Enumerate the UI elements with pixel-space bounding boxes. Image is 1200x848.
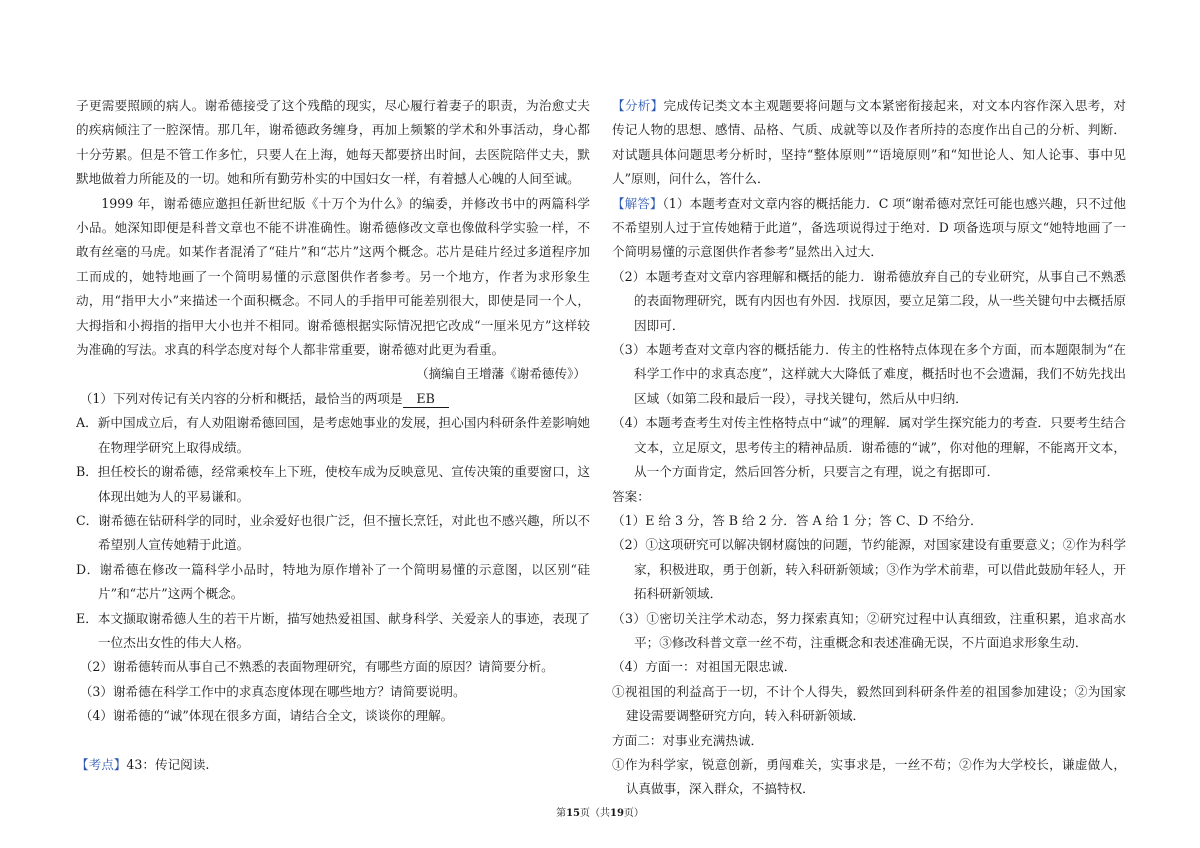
footer-page-number: 15	[566, 808, 580, 819]
option-c: C．谢希德在钻研科学的同时，业余爱好也很广泛，但不擅长烹饪，对此也不感兴趣，所以不希望别人宣传她精于此道。	[76, 512, 590, 553]
answer-2: （2）①这项研究可以解决钢材腐蚀的问题，节约能源，对国家建设有重要意义；②作为科学家，积极进取，勇于创新，转入科研新领域；③作为学术前辈，可以借此鼓励年轻人，开拓科研新领域．	[612, 537, 1126, 602]
answer-4-detail-2: ①作为科学家，锐意创新，勇闯难关，实事求是，一丝不苟；②作为大学校长，谦虚做人，认真做事，深入群众，不搞特权．	[612, 756, 1126, 797]
footer-suffix: 页）	[623, 808, 644, 819]
question-1-text: （1）下列对传记有关内容的分析和概括，最恰当的两项是	[79, 390, 403, 406]
jieda-4: （4）本题考查考生对传主性格特点中“诚”的理解．属对学生探究能力的考查．只要考生结合文本，立足原文，思考传主的精神品质．谢希德的“诚”，你对他的理解，不能离开文本，从一个方面肯定，然后回答分析，只要言之有理，说之有据即可．	[612, 415, 1126, 480]
left-column	[76, 94, 590, 777]
question-2: （2）谢希德转而从事自己不熟悉的表面物理研究，有哪些方面的原因？请简要分析。	[79, 659, 554, 675]
answer-label: 答案：	[612, 488, 650, 504]
footer-mid: 页（共	[580, 808, 610, 819]
jieda-tag: 【解答】	[612, 195, 663, 211]
jieda-2: （2）本题考查对文章内容理解和概括的能力．谢希德放弃自己的专业研究，从事自己不熟悉的表面物理研究，既有内因也有外因．找原因，要立足第二段，从一些关键句中去概括原因即可．	[612, 268, 1126, 333]
option-e: E．本文撷取谢希德人生的若干片断，描写她热爱祖国、献身科学、关爱亲人的事迹，表现了一位杰出女性的伟大人格。	[76, 610, 590, 650]
question-4: （4）谢希德的“诚”体现在很多方面，请结合全文，谈谈你的理解。	[79, 708, 454, 724]
kaodian-section	[76, 753, 590, 777]
question-3: （3）谢希德在科学工作中的求真态度体现在哪些地方？请简要说明。	[79, 683, 466, 699]
answer-1: （1）E 给 3 分，答 B 给 2 分．答 A 给 1 分；答 C、D 不给分．	[612, 512, 983, 528]
option-b: B．担任校长的谢希德，经常乘校车上下班，使校车成为反映意见、宣传决策的重要窗口，这体现出她为人的平易谦和。	[76, 464, 590, 504]
kaodian-tag: 【考点】	[76, 756, 127, 772]
kaodian-text: 43：传记阅读.	[126, 756, 210, 772]
right-column	[612, 94, 1126, 802]
jieda-3: （3）本题考查对文章内容的概括能力．传主的性格特点体现在多个方面，而本题限制为“在科学工作中的求真态度”，这样就大大降低了难度，概括时也不会遗漏，我们不妨先找出区域（如第二段和最后一段），寻找关键句，然后从中归纳．	[612, 342, 1126, 406]
spacer	[76, 729, 590, 753]
fenxi-text: 完成传记类文本主观题要将问题与文本紧密衔接起来，对文本内容作深入思考，对传记人物的思想、感情、品格、气质、成就等以及作者所持的态度作出自己的分析、判断．对试题具体问题思考分析时，坚持“整体原则”“语境原则”和“知世论人、知人论事、事中见人”原则，问什么，答什么．	[612, 98, 1127, 187]
answer-4-heading-1: （4）方面一：对祖国无限忠诚．	[612, 659, 797, 675]
source-citation: （摘编自王增藩《谢希德传》）	[415, 366, 586, 382]
question-1	[76, 387, 590, 411]
footer-total-pages: 19	[610, 808, 624, 819]
answer-4-heading-2: 方面二：对事业充满热诚．	[612, 732, 764, 748]
option-d: D．谢希德在修改一篇科学小品时，特地为原作增补了一个简明易懂的示意图，以区别“硅片”和“芯片”这两个概念。	[76, 561, 590, 602]
page-footer	[0, 804, 1200, 819]
jieda-1-text: （1）本题考查对文章内容的概括能力．C 项“谢希德对烹饪可能也感兴趣，只不过他不希望别人过于宣传她精于此道”，备选项说得过于绝对．D 项备选项与原文“她特地画了一个简明易懂的示意图供作者参考”显然出入过大．	[612, 195, 1127, 260]
footer-prefix: 第	[556, 808, 567, 819]
answer-4-detail-1: ①视祖国的利益高于一切，不计个人得失，毅然回到科研条件差的祖国参加建设；②为国家建设需要调整研究方向，转入科研新领域．	[612, 683, 1126, 724]
fenxi-tag: 【分析】	[612, 98, 664, 113]
intro-paragraph: 子更需要照顾的病人。谢希德接受了这个残酷的现实，尽心履行着妻子的职责，为治愈丈夫的疾病倾注了一腔深情。那几年，谢希德政务缠身，再加上频繁的学术和外事活动，身心都十分劳累。但是不管工作多忙，只要人在上海，她每天都要挤出时间，去医院陪伴丈夫，默默地做着力所能及的一切。她和所有勤劳朴实的中国妇女一样，有着撼人心魄的人间至诚。	[76, 98, 590, 187]
question-1-answer: EB	[403, 390, 449, 408]
option-a: A．新中国成立后，有人劝阻谢希德回国，是考虑她事业的发展，担心国内科研条件差影响她在物理学研究上取得成绩。	[76, 415, 590, 455]
fenxi-section	[612, 94, 1126, 192]
jieda-1	[612, 192, 1126, 265]
paragraph-1999: 1999 年，谢希德应邀担任新世纪版《十万个为什么》的编委，并修改书中的两篇科学小品。她深知即便是科普文章也不能不讲准确性。谢希德修改文章也像做科学实验一样，不敢有丝毫的马虎。如某作者混淆了“硅片”和“芯片”这两个概念。芯片是硅片经过多道程序加工而成的，她特地画了一个简明易懂的示意图供作者参考。另一个地方，作者为求形象生动，用“指甲大小”来描述一个面积概念。不同人的手指甲可能差别很大，即使是同一个人，大拇指和小拇指的指甲大小也并不相同。谢希德根据实际情况把它改成“一厘米见方”这样较为准确的写法。求真的科学态度对每个人都非常重要，谢希德对此更为看重。	[76, 195, 590, 358]
answer-3: （3）①密切关注学术动态，努力探索真知；②研究过程中认真细致，注重积累，追求高水平；③修改科普文章一丝不苟，注重概念和表述准确无误，不片面追求形象生动．	[612, 610, 1126, 650]
